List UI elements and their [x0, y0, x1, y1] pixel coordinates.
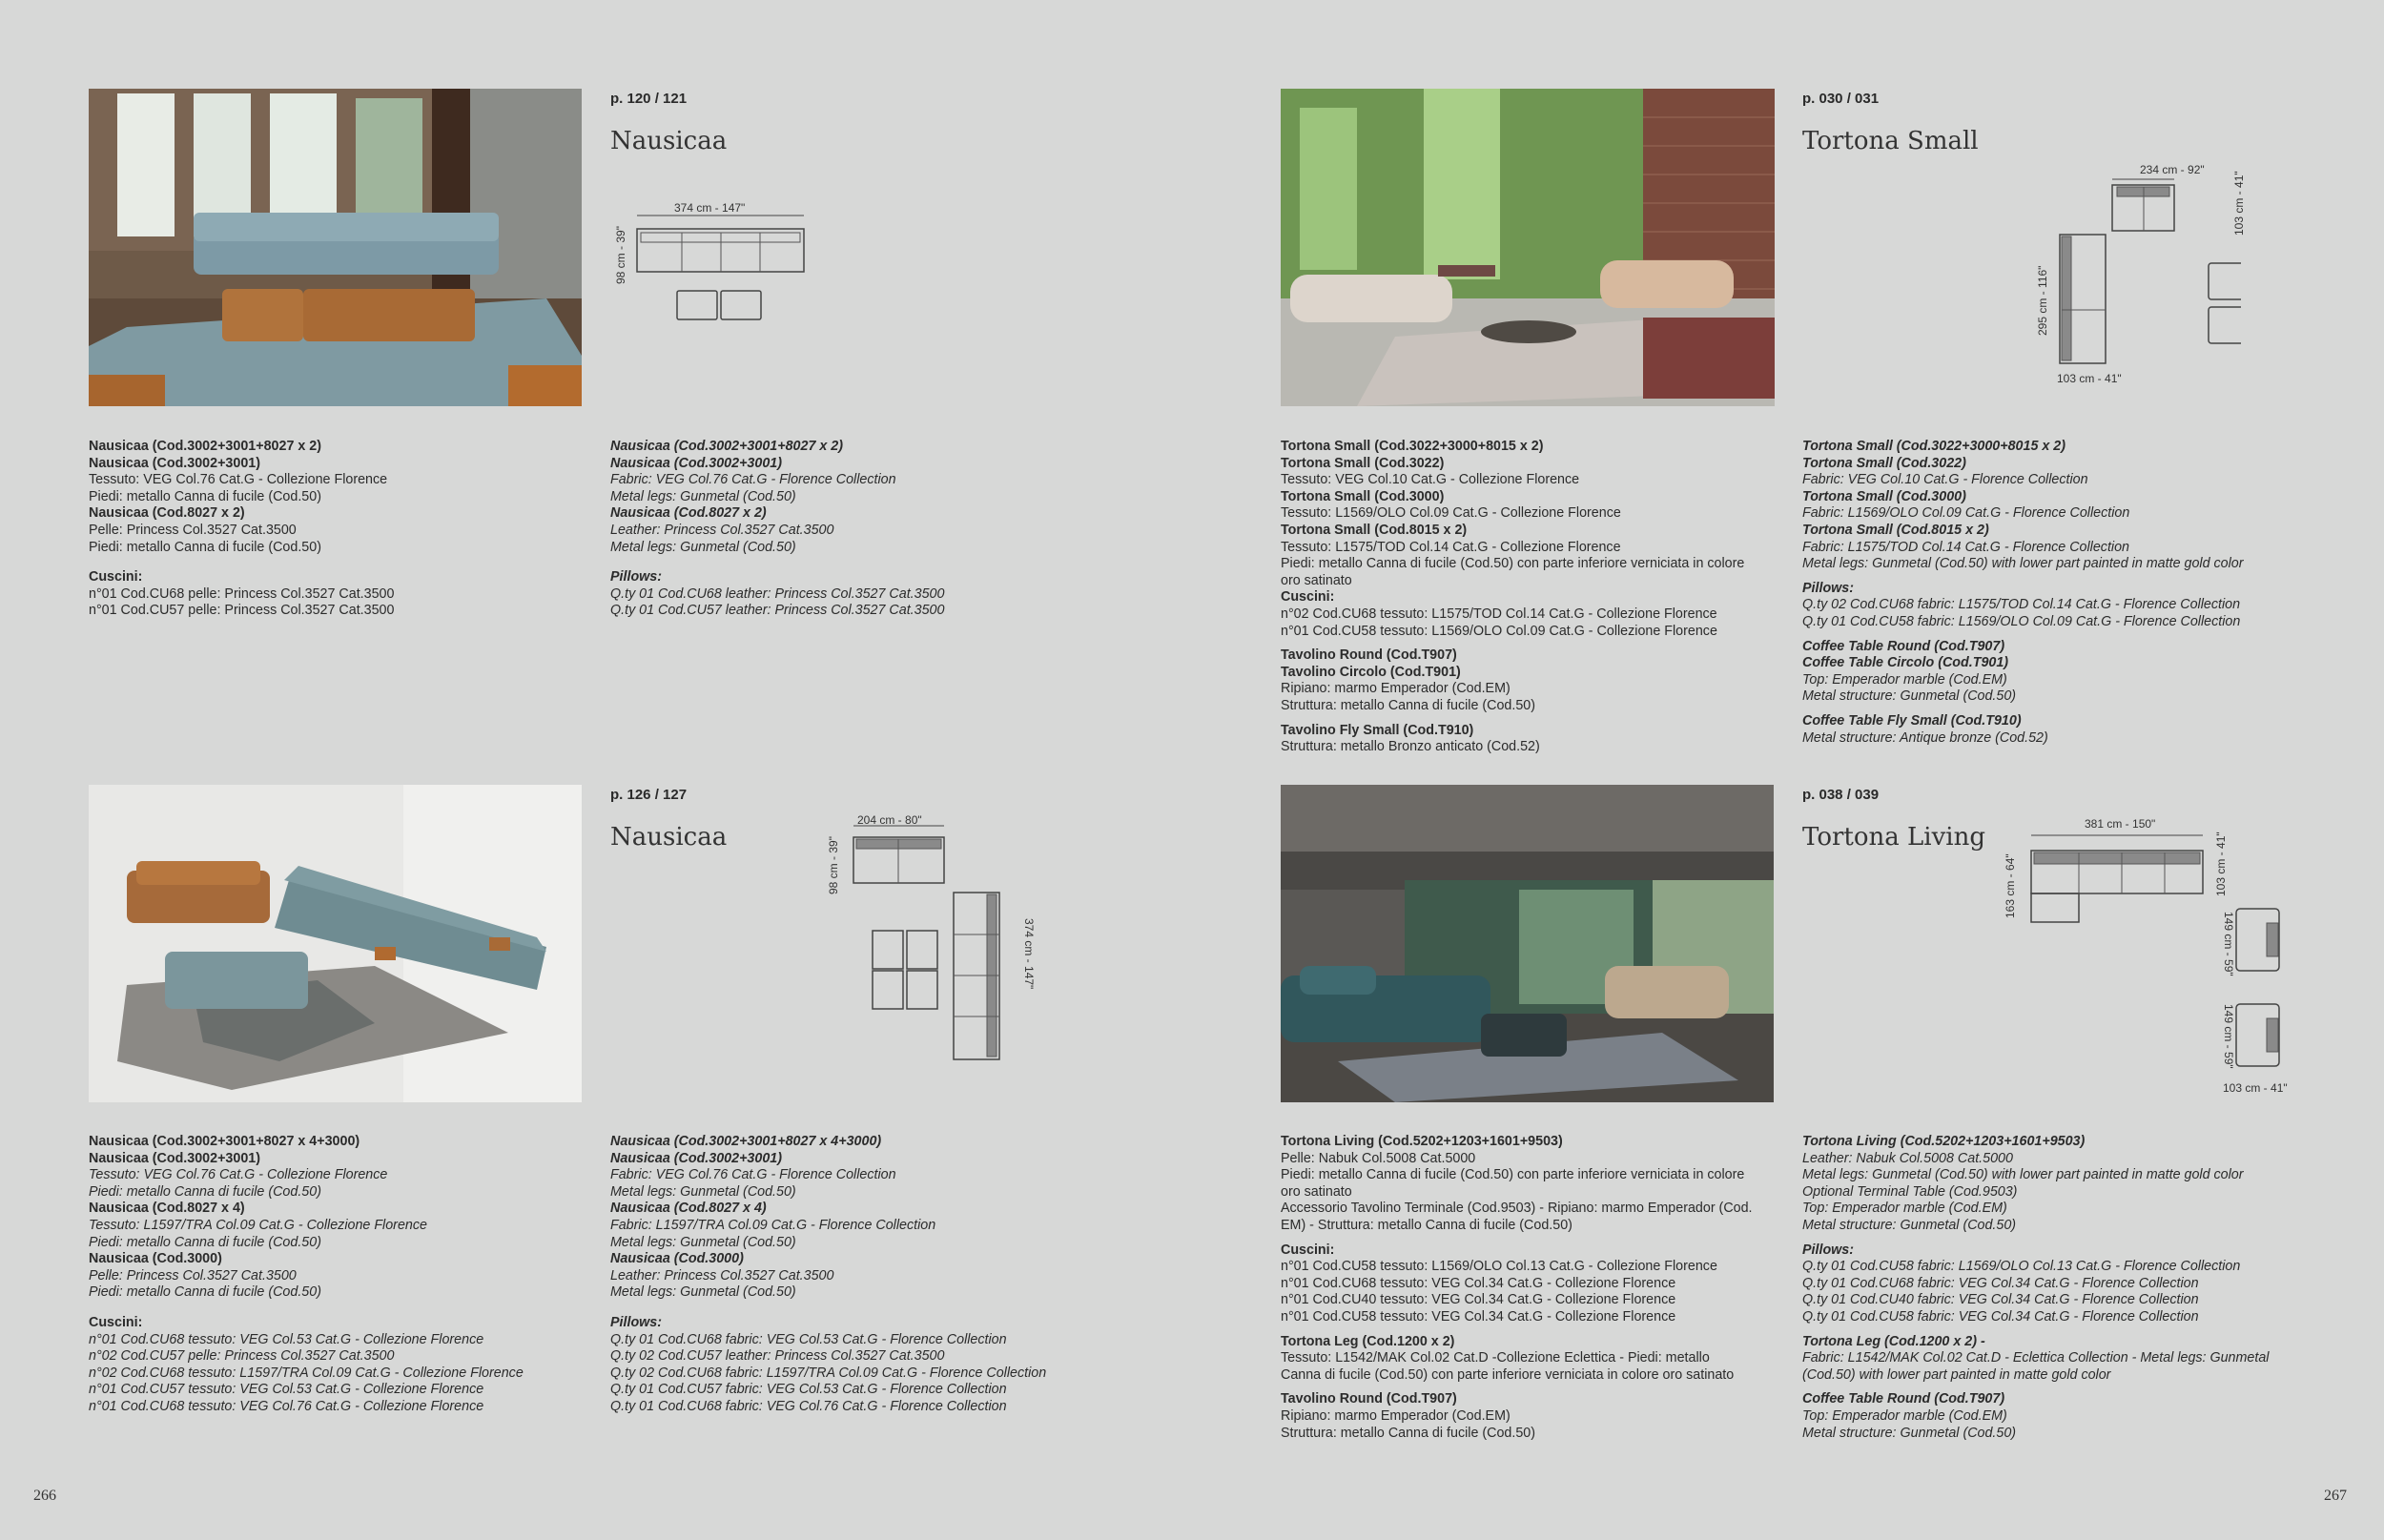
spec-line: Fabric: L1542/MAK Col.02 Cat.D - Eclettica Collection - Metal legs: Gunmetal: [1802, 1350, 2270, 1366]
spec-line: Nausicaa (Cod.3002+3001): [610, 1150, 783, 1166]
spec-line: Nausicaa (Cod.3000): [610, 1251, 744, 1267]
spec-line: Piedi: metallo Canna di fucile (Cod.50) con parte inferiore verniciata in colore: [1281, 1167, 1745, 1183]
spacer: [1802, 573, 2244, 581]
spec-line: Q.ty 02 Cod.CU68 fabric: L1575/TOD Col.14 Cat.G - Florence Collection: [1802, 597, 2241, 613]
specs-italian: [89, 1134, 524, 1416]
spacer: [1802, 631, 2244, 639]
spec-line: Cuscini:: [1281, 589, 1335, 606]
spec-line: Pelle: Nabuk Col.5008 Cat.5000: [1281, 1150, 1476, 1166]
spec-line: Tessuto: L1569/OLO Col.09 Cat.G - Collezione Florence: [1281, 505, 1621, 522]
page-ref: p. 126 / 127: [610, 787, 688, 803]
product-title: Nausicaa: [610, 823, 728, 852]
dimension-armchair-2: 149 cm - 59": [2222, 1004, 2235, 1069]
dimension-length: 374 cm - 147": [1022, 918, 1036, 990]
spec-line: n°01 Cod.CU68 tessuto: VEG Col.53 Cat.G - Collezione Florence: [89, 1331, 484, 1347]
spec-line: Leather: Nabuk Col.5008 Cat.5000: [1802, 1150, 2013, 1166]
spec-line: Coffee Table Round (Cod.T907): [1802, 638, 2005, 654]
spec-line: Piedi: metallo Canna di fucile (Cod.50) con parte inferiore verniciata in colore: [1281, 556, 1745, 572]
specs-italian: [89, 439, 394, 620]
spec-line: Leather: Princess Col.3527 Cat.3500: [610, 522, 834, 538]
spec-line: Tavolino Fly Small (Cod.T910): [1281, 722, 1474, 738]
specs-english: [610, 439, 944, 620]
spacer: [1802, 1235, 2269, 1242]
spacer: [610, 1302, 1046, 1315]
spec-line: Tortona Living (Cod.5202+1203+1601+9503): [1802, 1134, 2086, 1149]
specs-english: [610, 1134, 1046, 1416]
spacer: [1281, 640, 1744, 647]
sofa-plan-diagram: [2026, 828, 2293, 1080]
spec-line: Q.ty 01 Cod.CU68 leather: Princess Col.3527 Cat.3500: [610, 585, 945, 602]
spec-line: Metal structure: Antique bronze (Cod.52): [1802, 729, 2048, 746]
spacer: [1802, 1326, 2269, 1334]
spec-line: Metal legs: Gunmetal (Cod.50): [610, 539, 796, 555]
spec-line: Pillows:: [1802, 1242, 1855, 1258]
dimension-depth-bottom: 103 cm - 41": [2057, 372, 2122, 385]
spec-line: Tessuto: VEG Col.76 Cat.G - Collezione Florence: [89, 472, 388, 488]
dimension-armchair-depth: 103 cm - 41": [2223, 1081, 2288, 1095]
specs-italian: [1281, 439, 1744, 756]
spec-line: Metal legs: Gunmetal (Cod.50): [610, 1234, 796, 1250]
spec-line: oro satinato: [1281, 1183, 1352, 1200]
spec-line: Nausicaa (Cod.3002+3001+8027 x 4+3000): [610, 1134, 882, 1149]
spec-line: Tortona Small (Cod.3000): [1281, 488, 1445, 504]
spec-line: Nausicaa (Cod.3000): [89, 1251, 222, 1267]
spec-line: Tortona Leg (Cod.1200 x 2) -: [1802, 1333, 1985, 1349]
spec-line: Piedi: metallo Canna di fucile (Cod.50): [89, 539, 321, 555]
product-title: Tortona Small: [1802, 127, 1979, 155]
dimension-armchair-1: 149 cm - 59": [2222, 912, 2235, 976]
spec-line: Nausicaa (Cod.8027 x 2): [610, 505, 767, 522]
spec-line: Cuscini:: [89, 1314, 143, 1330]
spec-line: Struttura: metallo Bronzo anticato (Cod.52): [1281, 739, 1540, 755]
spec-line: Tavolino Circolo (Cod.T901): [1281, 664, 1461, 680]
spec-line: Fabric: L1575/TOD Col.14 Cat.G - Florence Collection: [1802, 539, 2130, 555]
spec-line: Q.ty 01 Cod.CU58 fabric: L1569/OLO Col.09 Cat.G - Florence Collection: [1802, 613, 2241, 629]
spacer: [610, 556, 944, 569]
spec-line: Metal legs: Gunmetal (Cod.50) with lower part painted in matte gold color: [1802, 1167, 2244, 1183]
dimension-width: 381 cm - 150": [2085, 817, 2156, 831]
spec-line: Tessuto: L1542/MAK Col.02 Cat.D -Collezione Eclettica - Piedi: metallo: [1281, 1350, 1710, 1366]
spec-line: Metal legs: Gunmetal (Cod.50): [610, 1284, 796, 1301]
sofa-plan-diagram: [629, 208, 820, 324]
spec-line: Q.ty 01 Cod.CU57 leather: Princess Col.3527 Cat.3500: [610, 603, 945, 619]
specs-italian: [1281, 1134, 1753, 1442]
spec-line: Tortona Small (Cod.3000): [1802, 488, 1966, 504]
product-title: Nausicaa: [610, 127, 728, 155]
spec-line: Piedi: metallo Canna di fucile (Cod.50): [89, 488, 321, 504]
spec-line: Pillows:: [1802, 580, 1855, 596]
page-number-right: 267: [2324, 1488, 2347, 1504]
spec-line: n°01 Cod.CU58 tessuto: L1569/OLO Col.09 Cat.G - Collezione Florence: [1281, 623, 1717, 639]
spec-line: n°01 Cod.CU68 tessuto: VEG Col.34 Cat.G - Collezione Florence: [1281, 1275, 1676, 1291]
spec-line: Fabric: VEG Col.76 Cat.G - Florence Collection: [610, 1167, 896, 1183]
spec-line: Tessuto: L1575/TOD Col.14 Cat.G - Collezione Florence: [1281, 539, 1621, 555]
page-number-left: 266: [33, 1488, 56, 1504]
spec-line: Q.ty 01 Cod.CU68 fabric: VEG Col.76 Cat.G - Florence Collection: [610, 1398, 1007, 1414]
product-photo-tortona-living: [1281, 785, 1774, 1102]
spec-line: Nausicaa (Cod.8027 x 2): [89, 505, 245, 522]
spec-line: Metal legs: Gunmetal (Cod.50): [610, 488, 796, 504]
dimension-depth: 103 cm - 41": [2214, 832, 2228, 896]
spec-line: n°01 Cod.CU68 pelle: Princess Col.3527 Cat.3500: [89, 585, 395, 602]
spacer: [1281, 1326, 1753, 1334]
spec-line: Pelle: Princess Col.3527 Cat.3500: [89, 1267, 297, 1283]
spec-line: Fabric: L1597/TRA Col.09 Cat.G - Florence Collection: [610, 1217, 936, 1233]
spec-line: Coffee Table Round (Cod.T907): [1802, 1391, 2005, 1407]
spec-line: Tortona Small (Cod.8015 x 2): [1802, 522, 1989, 538]
spec-line: Struttura: metallo Canna di fucile (Cod.50): [1281, 697, 1536, 713]
spec-line: n°01 Cod.CU57 tessuto: VEG Col.53 Cat.G - Collezione Florence: [89, 1382, 484, 1398]
spec-line: n°02 Cod.CU68 tessuto: L1597/TRA Col.09 Cat.G - Collezione Florence: [89, 1365, 524, 1381]
dimension-width: 374 cm - 147": [674, 201, 746, 215]
spec-line: Tessuto: VEG Col.76 Cat.G - Collezione Florence: [89, 1167, 388, 1183]
sofa-plan-diagram: [2050, 172, 2241, 372]
spec-line: Piedi: metallo Canna di fucile (Cod.50): [89, 1284, 321, 1301]
spec-line: Tortona Small (Cod.3022+3000+8015 x 2): [1281, 439, 1544, 454]
spec-line: Metal legs: Gunmetal (Cod.50) with lower part painted in matte gold color: [1802, 556, 2244, 572]
spec-line: Tavolino Round (Cod.T907): [1281, 1391, 1457, 1407]
spec-line: Fabric: VEG Col.76 Cat.G - Florence Collection: [610, 472, 896, 488]
spec-line: Tessuto: L1597/TRA Col.09 Cat.G - Collezione Florence: [89, 1217, 427, 1233]
spec-line: Metal legs: Gunmetal (Cod.50): [610, 1183, 796, 1200]
spec-line: n°02 Cod.CU57 pelle: Princess Col.3527 Cat.3500: [89, 1348, 395, 1365]
spec-line: Q.ty 02 Cod.CU57 leather: Princess Col.3527 Cat.3500: [610, 1348, 945, 1365]
spec-line: Pelle: Princess Col.3527 Cat.3500: [89, 522, 297, 538]
spec-line: Fabric: L1569/OLO Col.09 Cat.G - Florence Collection: [1802, 505, 2130, 522]
spec-line: Q.ty 01 Cod.CU58 fabric: VEG Col.34 Cat.G - Florence Collection: [1802, 1308, 2199, 1324]
dimension-width: 234 cm - 92": [2140, 163, 2205, 176]
dimension-width: 204 cm - 80": [857, 813, 922, 827]
spec-line: Ripiano: marmo Emperador (Cod.EM): [1281, 681, 1511, 697]
spec-line: Tavolino Round (Cod.T907): [1281, 647, 1457, 664]
spec-line: Nausicaa (Cod.3002+3001): [89, 455, 261, 471]
spec-line: Piedi: metallo Canna di fucile (Cod.50): [89, 1234, 321, 1250]
spec-line: Fabric: VEG Col.10 Cat.G - Florence Collection: [1802, 472, 2088, 488]
page-ref: p. 038 / 039: [1802, 787, 1880, 803]
spec-line: Metal structure: Gunmetal (Cod.50): [1802, 1217, 2017, 1233]
spec-line: Coffee Table Fly Small (Cod.T910): [1802, 712, 2022, 729]
product-photo-nausicaa-126: [89, 785, 582, 1102]
spec-line: Q.ty 01 Cod.CU68 fabric: VEG Col.34 Cat.G - Florence Collection: [1802, 1275, 2199, 1291]
spec-line: Optional Terminal Table (Cod.9503): [1802, 1183, 2018, 1200]
spec-line: Nausicaa (Cod.3002+3001+8027 x 2): [610, 439, 844, 454]
spec-line: Q.ty 01 Cod.CU40 fabric: VEG Col.34 Cat.G - Florence Collection: [1802, 1292, 2199, 1308]
spacer: [1281, 1235, 1753, 1242]
product-photo-tortona-small: [1281, 89, 1775, 406]
spec-line: Pillows:: [610, 1314, 663, 1330]
spec-line: Nausicaa (Cod.3002+3001): [610, 455, 783, 471]
page-ref: p. 120 / 121: [610, 91, 688, 107]
spec-line: (Cod.50) with lower part painted in matte gold color: [1802, 1366, 2111, 1383]
spec-line: n°01 Cod.CU68 tessuto: VEG Col.76 Cat.G - Collezione Florence: [89, 1398, 484, 1414]
spec-line: Q.ty 01 Cod.CU57 fabric: VEG Col.53 Cat.G - Florence Collection: [610, 1382, 1007, 1398]
spec-line: Tortona Small (Cod.3022): [1281, 455, 1445, 471]
spacer: [1802, 706, 2244, 713]
spec-line: Pillows:: [610, 569, 663, 585]
spec-line: Top: Emperador marble (Cod.EM): [1802, 1407, 2007, 1424]
spec-line: Metal structure: Gunmetal (Cod.50): [1802, 1425, 2017, 1441]
spec-line: Q.ty 02 Cod.CU68 fabric: L1597/TRA Col.09 Cat.G - Florence Collection: [610, 1365, 1047, 1381]
spec-line: Tessuto: VEG Col.10 Cat.G - Collezione Florence: [1281, 472, 1580, 488]
spec-line: Top: Emperador marble (Cod.EM): [1802, 671, 2007, 688]
spec-line: Struttura: metallo Canna di fucile (Cod.50): [1281, 1425, 1536, 1441]
spec-line: Accessorio Tavolino Terminale (Cod.9503) - Ripiano: marmo Emperador (Cod.: [1281, 1201, 1753, 1217]
spec-line: oro satinato: [1281, 572, 1352, 588]
specs-english: [1802, 439, 2244, 747]
spec-line: Tortona Living (Cod.5202+1203+1601+9503): [1281, 1134, 1563, 1149]
spec-line: Cuscini:: [89, 569, 143, 585]
dimension-depth: 98 cm - 39": [827, 836, 840, 894]
specs-english: [1802, 1134, 2269, 1442]
spec-line: Tortona Leg (Cod.1200 x 2): [1281, 1333, 1455, 1349]
spec-line: Nausicaa (Cod.3002+3001+8027 x 2): [89, 439, 322, 454]
spec-line: n°01 Cod.CU40 tessuto: VEG Col.34 Cat.G - Collezione Florence: [1281, 1292, 1676, 1308]
spec-line: Nausicaa (Cod.3002+3001+8027 x 4+3000): [89, 1134, 360, 1149]
dimension-depth: 98 cm - 39": [614, 226, 627, 284]
spec-line: n°01 Cod.CU57 pelle: Princess Col.3527 Cat.3500: [89, 603, 395, 619]
dimension-length: 295 cm - 116": [2036, 265, 2049, 336]
spec-line: Canna di fucile (Cod.50) con parte inferiore verniciata in colore oro satinato: [1281, 1366, 1735, 1383]
spec-line: EM) - Struttura: metallo Canna di fucile (Cod.50): [1281, 1217, 1572, 1233]
spec-line: n°02 Cod.CU68 tessuto: L1575/TOD Col.14 Cat.G - Collezione Florence: [1281, 606, 1717, 622]
spec-line: Tortona Small (Cod.3022+3000+8015 x 2): [1802, 439, 2066, 454]
spec-line: Nausicaa (Cod.8027 x 4): [610, 1201, 767, 1217]
spacer: [89, 556, 394, 569]
sofa-plan-diagram: [849, 818, 1020, 1066]
spec-line: Top: Emperador marble (Cod.EM): [1802, 1201, 2007, 1217]
spec-line: Q.ty 01 Cod.CU68 fabric: VEG Col.53 Cat.G - Florence Collection: [610, 1331, 1007, 1347]
spec-line: Piedi: metallo Canna di fucile (Cod.50): [89, 1183, 321, 1200]
dimension-chaise: 163 cm - 64": [2004, 853, 2017, 918]
spec-line: Tortona Small (Cod.3022): [1802, 455, 1966, 471]
spec-line: Cuscini:: [1281, 1242, 1335, 1258]
spacer: [1802, 1384, 2269, 1391]
spec-line: Metal structure: Gunmetal (Cod.50): [1802, 688, 2017, 705]
spec-line: n°01 Cod.CU58 tessuto: VEG Col.34 Cat.G - Collezione Florence: [1281, 1308, 1676, 1324]
spec-line: Nausicaa (Cod.3002+3001): [89, 1150, 261, 1166]
spacer: [1281, 715, 1744, 723]
spec-line: n°01 Cod.CU58 tessuto: L1569/OLO Col.13 Cat.G - Collezione Florence: [1281, 1259, 1717, 1275]
product-photo-nausicaa-120: [89, 89, 582, 406]
spacer: [1281, 1384, 1753, 1391]
spec-line: Nausicaa (Cod.8027 x 4): [89, 1201, 245, 1217]
page-ref: p. 030 / 031: [1802, 91, 1880, 107]
product-title: Tortona Living: [1802, 823, 1985, 852]
spacer: [89, 1302, 524, 1315]
spec-line: Q.ty 01 Cod.CU58 fabric: L1569/OLO Col.13 Cat.G - Florence Collection: [1802, 1259, 2241, 1275]
spec-line: Leather: Princess Col.3527 Cat.3500: [610, 1267, 834, 1283]
spec-line: Coffee Table Circolo (Cod.T901): [1802, 655, 2009, 671]
dimension-depth: 103 cm - 41": [2232, 171, 2246, 236]
spec-line: Ripiano: marmo Emperador (Cod.EM): [1281, 1407, 1511, 1424]
spec-line: Tortona Small (Cod.8015 x 2): [1281, 522, 1468, 538]
